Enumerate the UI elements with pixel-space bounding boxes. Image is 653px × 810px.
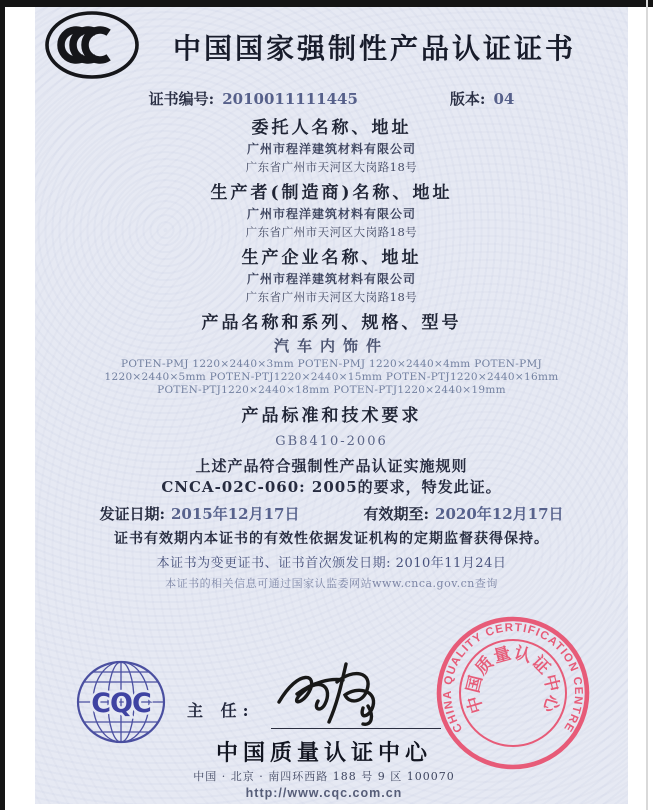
certificate-number	[149, 89, 358, 109]
factory-heading: 生产企业名称、地址	[241, 248, 422, 268]
organization-url: http://www.cqc.com.cn	[245, 786, 403, 800]
product-models: POTEN-PMJ 1220×2440×3mm POTEN-PMJ 1220×2440×4mm POTEN-PMJ 1220×2440×5mm POTEN-PTJ1220×2440×15mm POTEN-PTJ1220×2440×16mm POTEN-PTJ1220×2440×18mm POTEN-PTJ1220×2440×19mm	[104, 358, 559, 396]
director-label: 主 任:	[187, 701, 255, 720]
conformity-statement	[35, 456, 628, 498]
version-value: 04	[493, 90, 515, 108]
version-label: 版本:	[449, 90, 486, 108]
certificate-number-value: 2010011111445	[222, 90, 358, 108]
manufacturer-heading: 生产者(制造商)名称、地址	[210, 183, 453, 203]
certificate-page	[35, 7, 628, 804]
certificate-number-row	[35, 89, 628, 109]
change-note: 本证书为变更证书、证书首次颁发日期: 2010年11月24日	[156, 556, 507, 571]
certificate-header	[43, 9, 614, 85]
valid-until	[364, 504, 564, 524]
manufacturer-company: 广州市程洋建筑材料有限公司	[246, 207, 416, 221]
scan-edge-top	[0, 0, 653, 7]
standard-heading: 产品标准和技术要求	[241, 406, 422, 426]
stamp-chinese-text: 中国质量认证中心	[463, 643, 563, 716]
consignor-heading: 委托人名称、地址	[251, 118, 412, 138]
certificate-title: 中国国家强制性产品认证证书	[172, 32, 576, 65]
issue-date	[99, 504, 299, 524]
ccc-mark-icon	[43, 9, 141, 85]
scan-edge-right	[646, 0, 648, 810]
cqc-globe-icon	[75, 660, 167, 748]
conformity-statement-line1: 上述产品符合强制性产品认证实施规则	[195, 457, 468, 475]
consignor-address: 广东省广州市天河区大岗路18号	[245, 160, 418, 174]
dates-row	[35, 504, 628, 524]
standard-value: GB8410-2006	[275, 434, 388, 449]
scan-edge-left	[0, 0, 5, 810]
conformity-statement-line2: CNCA-02C-060: 2005的要求，特发此证。	[161, 478, 502, 496]
issue-date-value: 2015年12月17日	[171, 505, 300, 523]
valid-until-value: 2020年12月17日	[435, 505, 564, 523]
certificate-footer	[35, 600, 628, 804]
organization-address: 中国 · 北京 · 南四环西路 188 号 9 区 100070	[193, 770, 455, 783]
factory-company: 广州市程洋建筑材料有限公司	[246, 272, 416, 286]
certificate-number-label: 证书编号:	[148, 90, 215, 108]
product-name: 汽车内饰件	[273, 337, 389, 355]
cqc-logo-text: CQC	[91, 688, 151, 719]
maintenance-note: 证书有效期内本证书的有效性依据发证机构的定期监督获得保持。	[114, 531, 549, 547]
issue-date-label: 发证日期:	[99, 505, 165, 523]
stamp-latin-text: CHINA QUALITY CERTIFICATION CENTRE	[441, 621, 585, 735]
version	[450, 89, 514, 109]
consignor-company: 广州市程洋建筑材料有限公司	[246, 142, 416, 156]
factory-address: 广东省广州市天河区大岗路18号	[245, 290, 418, 304]
cqc-red-stamp-icon	[434, 614, 592, 776]
signature-line	[271, 728, 441, 729]
valid-until-label: 有效期至:	[363, 505, 430, 523]
query-note: 本证书的相关信息可通过国家认监委网站www.cnca.gov.cn查询	[165, 577, 498, 590]
organization-name: 中国质量认证中心	[215, 740, 432, 766]
director-signature	[273, 648, 408, 732]
product-heading: 产品名称和系列、规格、型号	[201, 313, 462, 333]
manufacturer-address: 广东省广州市天河区大岗路18号	[245, 225, 418, 239]
